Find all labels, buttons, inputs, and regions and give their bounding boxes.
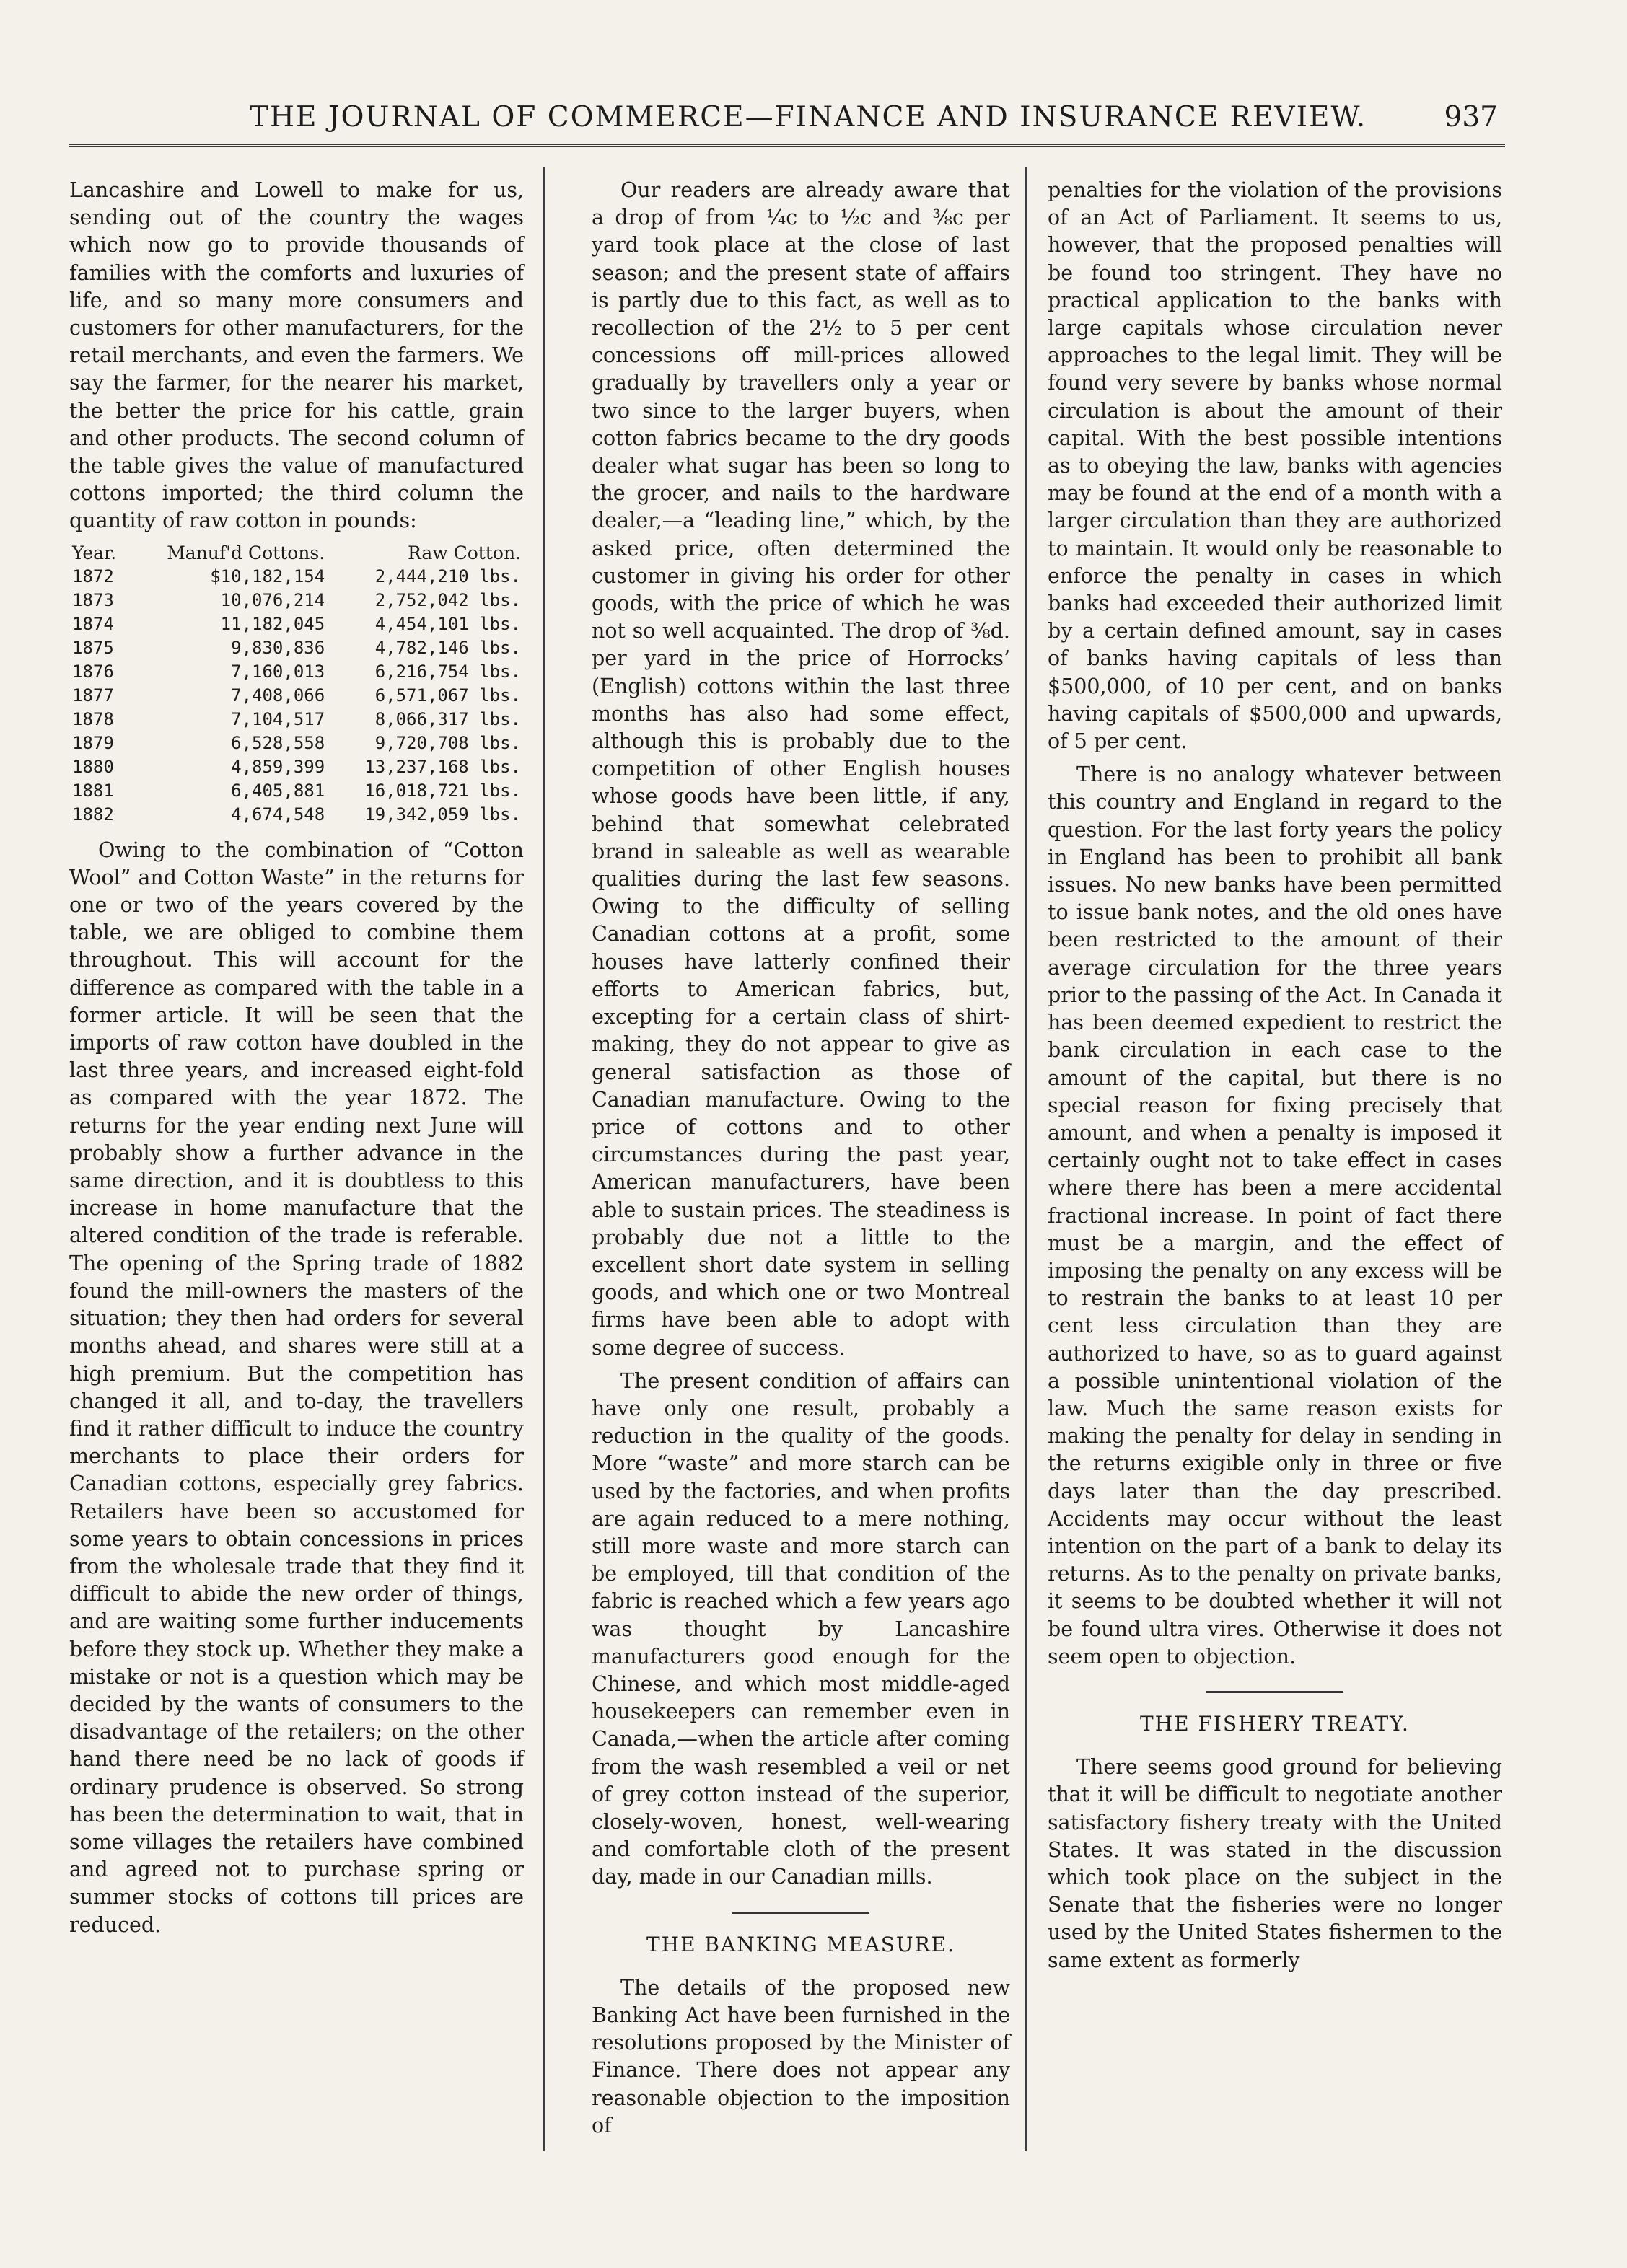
column-header: Year.: [72, 542, 117, 563]
column-3: [1048, 177, 1502, 1980]
paragraph: There is no analogy whatever between this country and England in regard to the question. For the last forty years the policy in England has been to prohibit all bank issues. No new banks have been permitted to issue bank notes, and the old ones have been restricted to the amount of their average circulation for the three years prior to the passing of the Act. In Canada it has been deemed expedient to restrict the bank circulation in each case to the amount of the capital, but there is no special reason for fixing precisely that amount, and when a penalty is imposed it certainly ought not to take effect in cases where there has been a mere accidental fractional increase. In point of fact there must be a margin, and the effect of imposing the penalty on any excess will be to restrain the banks to at least 10 per cent less circulation than they are authorized to have, so as to guard against a possible unintentional violation of the law. Much the same reason exists for making the penalty for delay in sending in the returns exigible only in three or five days later than the day prescribed. Accidents may occur without the least intention on the part of a bank to delay its returns. As to the penalty on private banks, it seems to be doubted whether it will not be found ultra vires. Otherwise it does not seem open to objection.: [1048, 762, 1502, 1669]
manufactured-cottons-cell: 6,528,558: [231, 732, 325, 753]
table-row: [69, 612, 524, 636]
raw-cotton-cell: 4,782,146 lbs.: [374, 637, 521, 658]
raw-cotton-cell: 19,342,059 lbs.: [364, 804, 521, 825]
manufactured-cottons-cell: 7,408,066: [231, 685, 325, 706]
table-row: [69, 636, 524, 660]
paragraph: Our readers are already aware that a drop of from ¼c to ½c and ⅜c per yard took place at the close of last season; and the present state of affairs is partly due to this fact, as well as to recollection of the 2½ to 5 per cent concessions off mill-prices allowed gradually by travellers only a year or two since to the larger buyers, when cotton fabrics became to the dry goods dealer what sugar has been so long to the grocer, and nails to the hardware dealer,—a “leading line,” which, by the asked price, often determined the customer in giving his order for other goods, with the price of which he was not so well acquainted. The drop of ⅜d. per yard in the price of Horrocks’ (English) cottons within the last three months has also had some effect, although this is probably due to the competition of other English houses whose goods have been little, if any, behind that somewhat celebrated brand in saleable as well as wearable qualities during the last few seasons. Owing to the difficulty of selling Canadian cottons at a profit, some houses have latterly confined their efforts to American fabrics, but, excepting for a certain class of shirt-making, they do not appear to give as general satisfaction as those of Canadian manufacture. Owing to the price of cottons and to other circumstances during the past year, American manufacturers, have been able to sustain prices. The steadiness is probably due not a little to the excellent short date system in selling goods, and which one or two Montreal firms have been able to adopt with some degree of success.: [592, 178, 1010, 1360]
year-cell: 1876: [72, 661, 114, 682]
column-header: Raw Cotton.: [407, 542, 521, 563]
section-divider: [732, 1912, 869, 1914]
raw-cotton-cell: 6,571,067 lbs.: [374, 685, 521, 706]
manufactured-cottons-cell: $10,182,154: [210, 566, 325, 586]
paragraph: Owing to the combination of “Cotton Wool” and Cotton Waste” in the returns for one or two of the years covered by the table, we are obliged to combine them throughout. This will account for the difference as compared with the table in a former article. It will be seen that the imports of raw cotton have doubled in the last three years, and increased eight-fold as compared with the year 1872. The returns for the year ending next June will probably show a further advance in the same direction, and it is doubtless to this increase in home manufacture that the altered condition of the trade is referable. The opening of the Spring trade of 1882 found the mill-owners the masters of the situation; they then had orders for several months ahead, and shares were still at a high premium. But the competition has changed it all, and to-day, the travellers find it rather difficult to induce the country merchants to place their orders for Canadian cottons, especially grey fabrics. Retailers have been so accustomed for some years to obtain concessions in prices from the wholesale trade that they find it difficult to abide the new order of things, and are waiting some further inducements before they stock up. Whether they make a mistake or not is a question which may be decided by the wants of consumers to the disadvantage of the retailers; on the other hand there need be no lack of goods if ordinary prudence is observed. So strong has been the determination to wait, that in some villages the retailers have combined and agreed not to purchase spring or summer stocks of cottons till prices are reduced.: [69, 838, 524, 1937]
paragraph: The details of the proposed new Banking Act have been furnished in the resolutions proposed by the Minister of Finance. There does not appear any reasonable objection to the imposition of: [592, 1975, 1010, 2137]
section-heading: THE FISHERY TREATY.: [1140, 1711, 1410, 1736]
cotton-imports-table: [69, 541, 524, 827]
manufactured-cottons-cell: 7,160,013: [231, 661, 325, 682]
column-divider-2: [1025, 167, 1027, 2151]
year-cell: 1875: [72, 637, 114, 658]
paragraph: The present condition of affairs can have only one result, probably a reduction in the quality of the goods. More “waste” and more starch can be used by the factories, and when profits are again reduced to a mere nothing, still more waste and more starch can be employed, till that condition of the fabric is reached which a few years ago was thought by Lancashire manufacturers good enough for the Chinese, and which most middle-aged housekeepers can remember even in Canada,—when the article after coming from the wash resembled a veil or net of grey cotton instead of the superior, closely-woven, honest, well-wearing and comfortable cloth of the present day, made in our Canadian mills.: [592, 1368, 1010, 1889]
raw-cotton-cell: 9,720,708 lbs.: [374, 732, 521, 753]
year-cell: 1877: [72, 685, 114, 706]
raw-cotton-cell: 13,237,168 lbs.: [364, 756, 521, 777]
manufactured-cottons-cell: 10,076,214: [220, 589, 325, 610]
page-number: 937: [1444, 101, 1498, 133]
paragraph: penalties for the violation of the provisions of an Act of Parliament. It seems to us, however, that the proposed penalties will be found too stringent. They have no practical application to the banks with large capitals whose circulation never approaches to the legal limit. They will be found very severe by banks whose normal circulation is about the amount of their capital. With the best possible intentions as to obeying the law, banks with agencies may be found at the end of a month with a larger circulation than they are authorized to maintain. It would only be reasonable to enforce the penalty in cases in which banks had exceeded their authorized limit by a certain defined amount, say in cases of banks having capitals of less than $500,000, of 10 per cent, and on banks having capitals of $500,000 and upwards, of 5 per cent.: [1048, 178, 1502, 754]
table-row: [69, 755, 524, 779]
year-cell: 1878: [72, 708, 114, 729]
manufactured-cottons-cell: 7,104,517: [231, 708, 325, 729]
paragraph: There seems good ground for believing that it will be difficult to negotiate another satisfactory fishery treaty with the United States. It was stated in the discussion which took place on the subject in the Senate that the fisheries were no longer used by the United States fishermen to the same extent as formerly: [1048, 1755, 1502, 1972]
year-cell: 1873: [72, 589, 114, 610]
journal-title: THE JOURNAL OF COMMERCE—FINANCE AND INSURANCE REVIEW.: [250, 101, 1367, 133]
table-row: [69, 803, 524, 827]
raw-cotton-cell: 8,066,317 lbs.: [374, 708, 521, 729]
paragraph: Lancashire and Lowell to make for us, sending out of the country the wages which now go to provide thousands of families with the comforts and luxuries of life, and so many more consumers and customers for other manufacturers, for the retail merchants, and even the farmers. We say the farmer, for the nearer his market, the better the price for his cattle, grain and other products. The second column of the table gives the value of manufactured cottons imported; the third column the quantity of raw cotton in pounds:: [69, 178, 524, 533]
year-cell: 1880: [72, 756, 114, 777]
raw-cotton-cell: 2,444,210 lbs.: [374, 566, 521, 586]
table-row: [69, 565, 524, 589]
year-cell: 1874: [72, 613, 114, 634]
table-row: [69, 589, 524, 612]
manufactured-cottons-cell: 6,405,881: [231, 780, 325, 801]
table-row: [69, 731, 524, 755]
manufactured-cottons-cell: 4,859,399: [231, 756, 325, 777]
year-cell: 1882: [72, 804, 114, 825]
raw-cotton-cell: 6,216,754 lbs.: [374, 661, 521, 682]
table-row: [69, 779, 524, 803]
raw-cotton-cell: 16,018,721 lbs.: [364, 780, 521, 801]
section-heading: THE BANKING MEASURE.: [646, 1932, 955, 1956]
section-divider: [1206, 1691, 1343, 1693]
raw-cotton-cell: 4,454,101 lbs.: [374, 613, 521, 634]
year-cell: 1879: [72, 732, 114, 753]
column-1: [69, 177, 524, 1945]
year-cell: 1881: [72, 780, 114, 801]
table-row: [69, 684, 524, 708]
raw-cotton-cell: 2,752,042 lbs.: [374, 589, 521, 610]
column-divider-1: [543, 167, 545, 2151]
manufactured-cottons-cell: 11,182,045: [220, 613, 325, 634]
manufactured-cottons-cell: 4,674,548: [231, 804, 325, 825]
table-row: [69, 660, 524, 684]
manufactured-cottons-cell: 9,830,836: [231, 637, 325, 658]
page-header: [69, 101, 1505, 147]
table-header-row: [69, 541, 524, 565]
column-2: [592, 177, 1010, 2145]
column-header: Manuf'd Cottons.: [167, 542, 325, 563]
year-cell: 1872: [72, 566, 114, 586]
table-row: [69, 708, 524, 731]
